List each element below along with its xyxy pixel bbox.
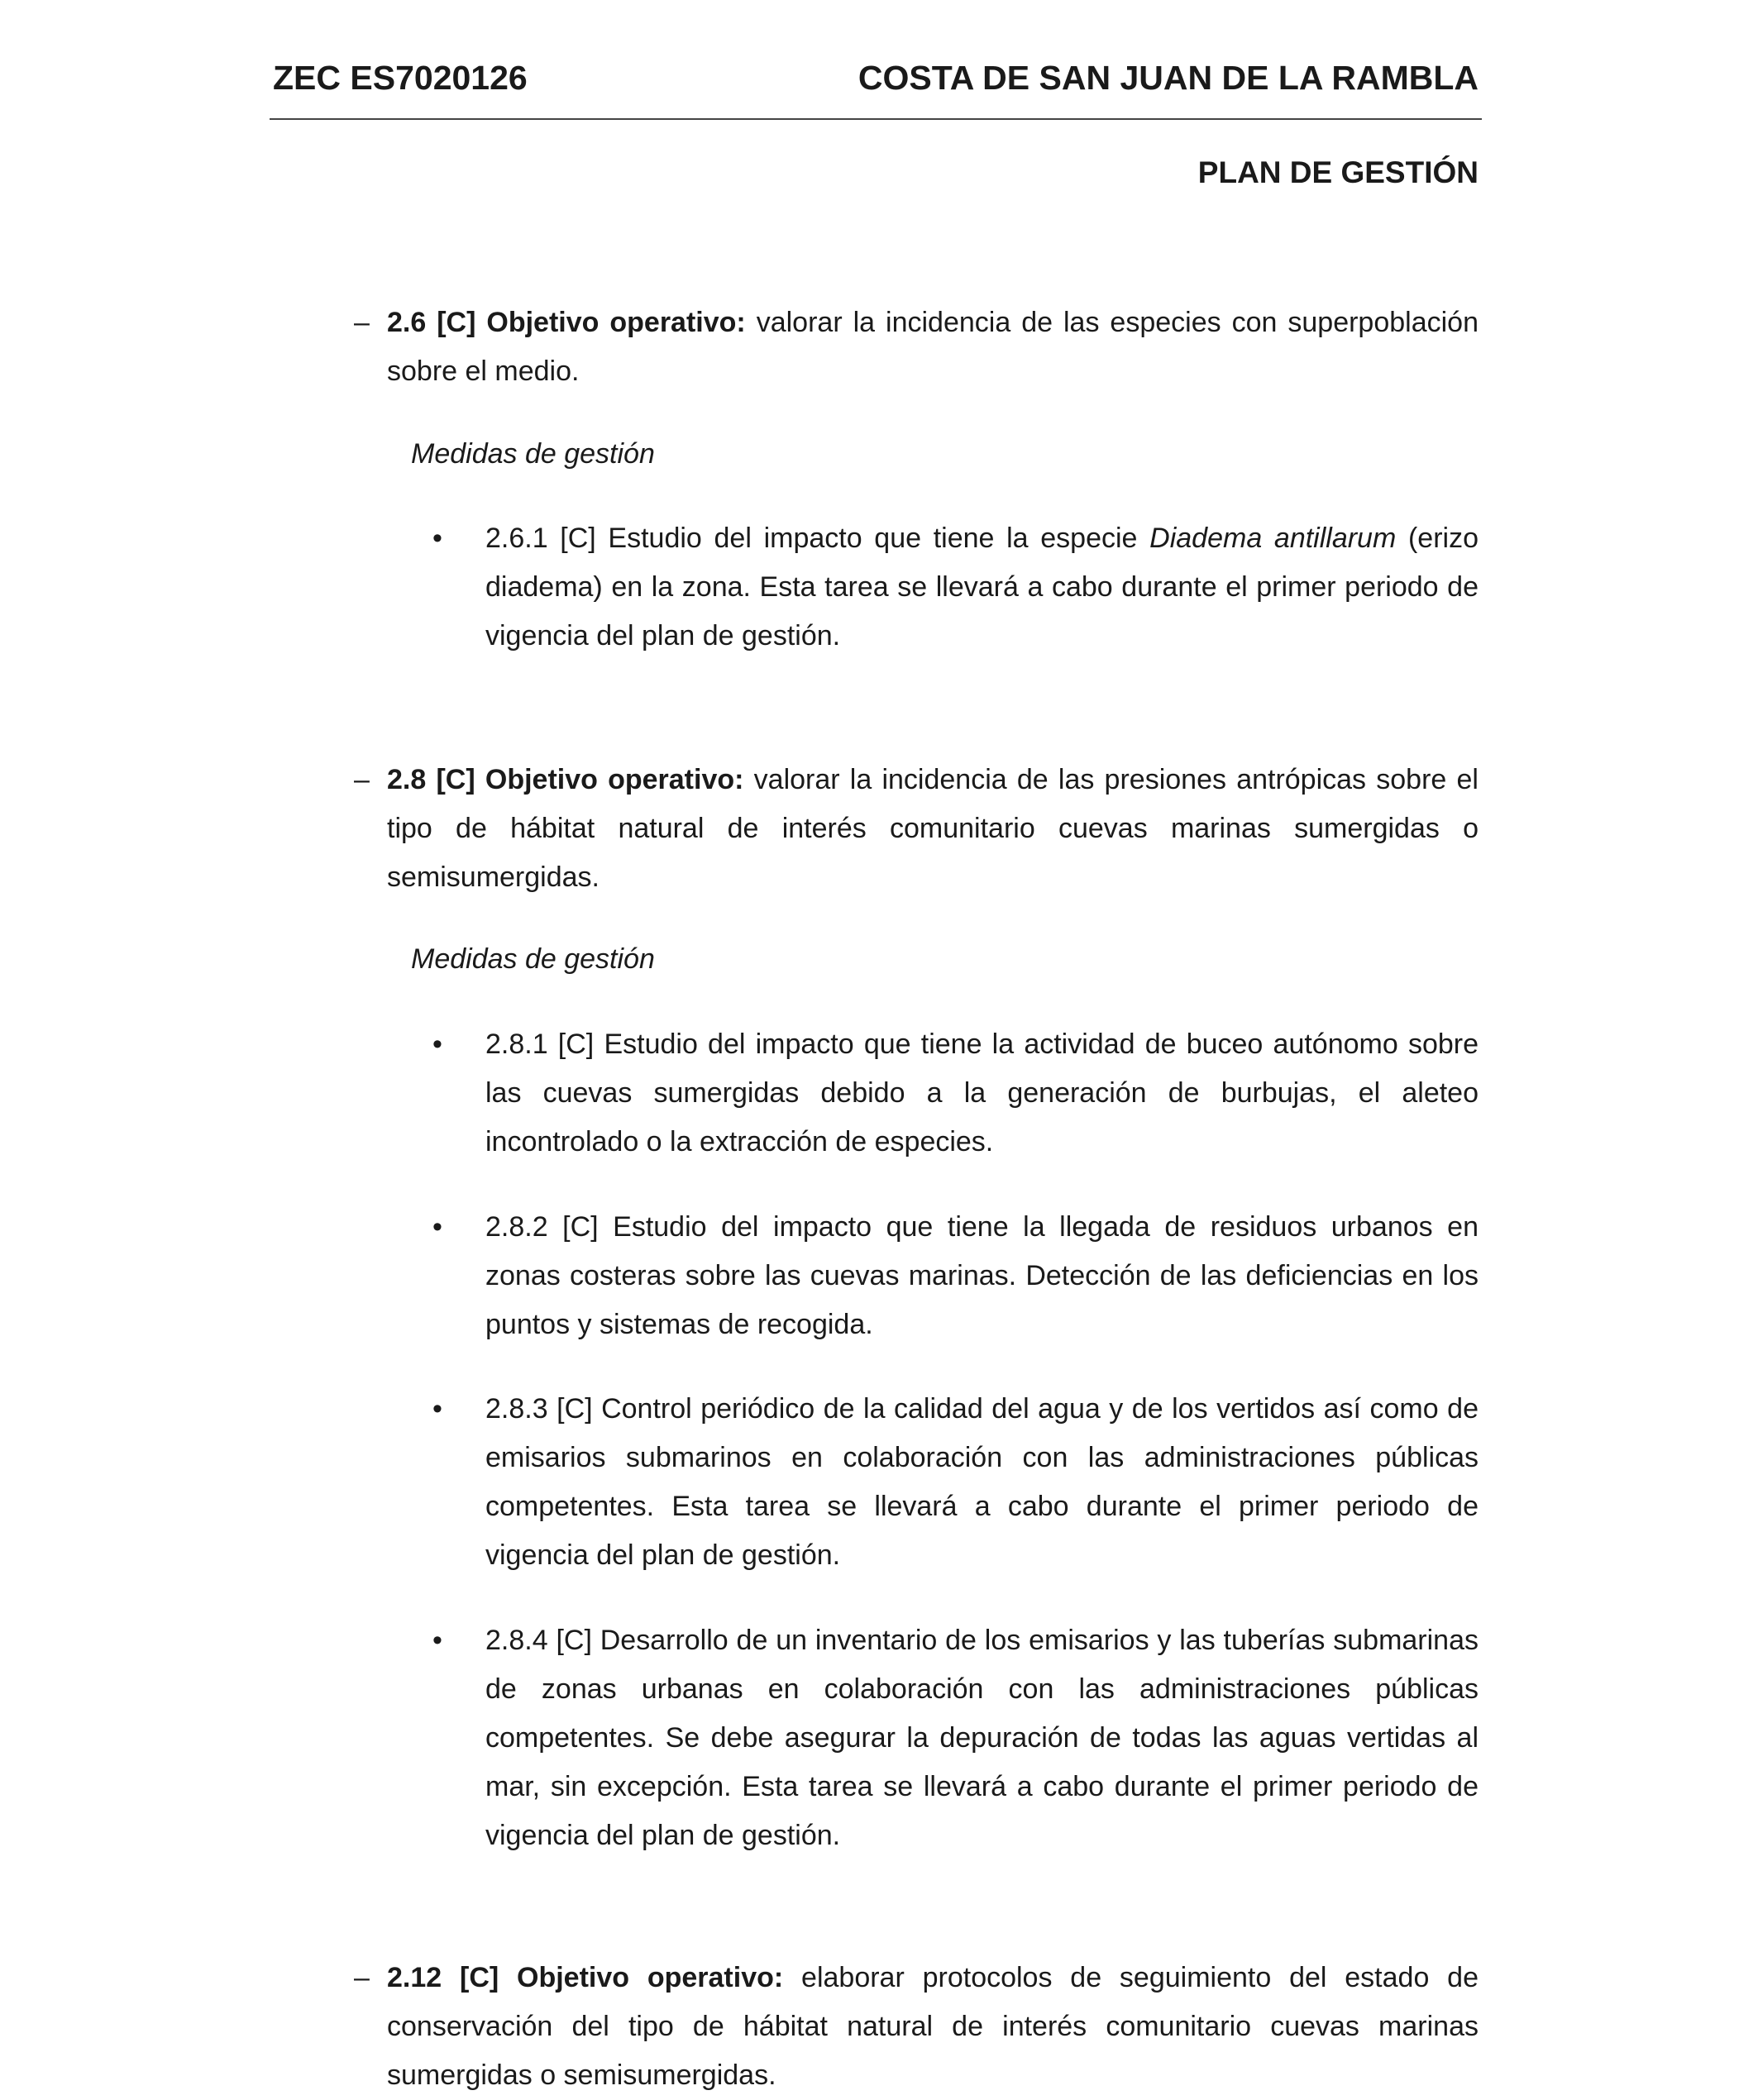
- bullet-marker: •: [432, 1393, 442, 1425]
- objective-2-8: [354, 756, 1479, 902]
- bullet-marker: •: [432, 1625, 442, 1656]
- measure-text-continued: (erizo diadema) en la zona. Esta tarea se llevará a cabo durante el primer periodo de vigencia del plan de gestión.: [485, 523, 1479, 651]
- species-name: Diadema antillarum: [1149, 523, 1397, 554]
- header-site-name: COSTA DE SAN JUAN DE LA RAMBLA: [858, 59, 1479, 97]
- document-subtitle: PLAN DE GESTIÓN: [1197, 155, 1479, 189]
- objective-title: 2.12 [C] Objetivo operativo:: [387, 1962, 784, 1993]
- objective-text: valorar la incidencia de las especies con superpoblación sobre el medio.: [387, 307, 1479, 387]
- bullet-marker: •: [432, 1211, 442, 1243]
- measure-2-8-4: [432, 1616, 1479, 1860]
- measure-text: 2.8.2 [C] Estudio del impacto que tiene la llegada de residuos urbanos en zonas costeras sobre las cuevas marinas. Detección de las deficiencias en los puntos y sistemas de recogida.: [485, 1211, 1479, 1340]
- measure-2-8-3: [432, 1385, 1479, 1580]
- measure-text: 2.8.3 [C] Control periódico de la calidad del agua y de los vertidos así como de emisarios submarinos en colaboración con las administraciones públicas competentes. Esta tarea se llevará a cabo durante el primer periodo de vigencia del plan de gestión.: [485, 1393, 1479, 1571]
- measure-2-8-2: [432, 1203, 1479, 1349]
- objective-text: valorar la incidencia de las presiones antrópicas sobre el tipo de hábitat natural de interés comunitario cuevas marinas sumergidas o semisumergidas.: [387, 764, 1479, 893]
- measure-text: 2.8.4 [C] Desarrollo de un inventario de los emisarios y las tuberías submarinas de zonas urbanas en colaboración con las administraciones públicas competentes. Se debe asegurar la depuración de todas las aguas vertidas al mar, sin excepción. Esta tarea se llevará a cabo durante el primer periodo de vigencia del plan de gestión.: [485, 1625, 1479, 1851]
- header-code: ZEC ES7020126: [273, 59, 528, 97]
- measure-2-8-1: [432, 1020, 1479, 1167]
- dash-marker: –: [354, 1962, 370, 1993]
- header-rule: [270, 118, 1482, 120]
- measures-label: Medidas de gestión: [411, 438, 655, 470]
- objective-title: 2.6 [C] Objetivo operativo:: [387, 307, 746, 338]
- dash-marker: –: [354, 307, 370, 338]
- dash-marker: –: [354, 764, 370, 795]
- objective-2-6: [354, 298, 1479, 396]
- objective-text: elaborar protocolos de seguimiento del estado de conservación del tipo de hábitat natural de interés comunitario cuevas marinas sumergidas o semisumergidas.: [387, 1962, 1479, 2091]
- measure-text: 2.8.1 [C] Estudio del impacto que tiene la actividad de buceo autónomo sobre las cuevas sumergidas debido a la generación de burbujas, el aleteo incontrolado o la extracción de especies.: [485, 1029, 1479, 1157]
- measure-text: 2.6.1 [C] Estudio del impacto que tiene la especie: [485, 523, 1150, 554]
- objective-title: 2.8 [C] Objetivo operativo:: [387, 764, 744, 795]
- measures-label: Medidas de gestión: [411, 943, 655, 975]
- bullet-marker: •: [432, 1029, 442, 1060]
- bullet-marker: •: [432, 523, 442, 554]
- objective-2-12: [354, 1954, 1479, 2100]
- measure-2-6-1: [432, 514, 1479, 661]
